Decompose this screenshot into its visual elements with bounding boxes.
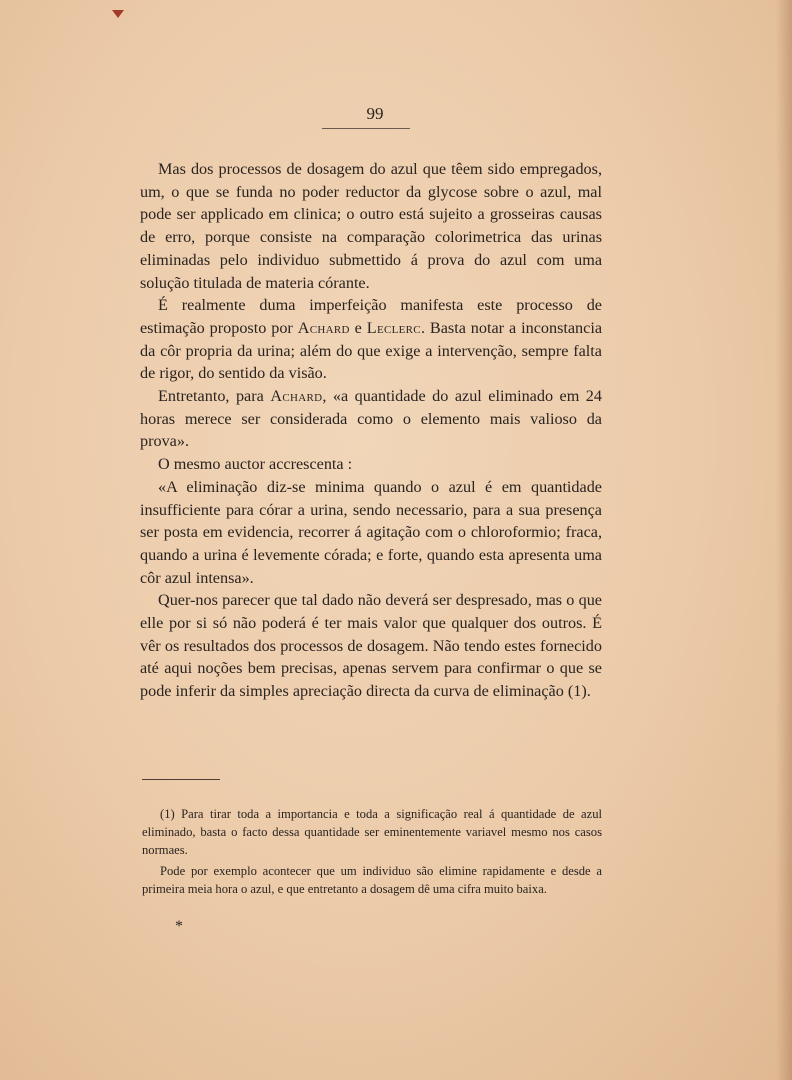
paragraph-2-part-3: . Basta notar a inconstancia da côr propria da urina; além do que exige a intervenção, sempre falta de rigor, do sentido da visão. [140, 318, 603, 383]
paragraph-2-part-1: É realmente duma imperfeição manifesta este processo de estimação proposto por [140, 296, 602, 337]
paragraph-6: Quer-nos parecer que tal dado não deverá ser despresado, mas o que elle por si só não poderá é ter mais valor que qualquer dos outros. É vêr os resultados dos processos de dosagem. Não tendo estes fornecido até aqui noções bem precisas, apenas servem para confirmar o que se pode inferir da simples apreciação directa da curva de eliminação (1). [140, 591, 602, 701]
body-text [140, 158, 602, 703]
red-corner-mark [112, 10, 124, 18]
signature-asterisk: * [175, 918, 183, 935]
footnote-separator [142, 779, 220, 780]
paragraph-5-quote: «A eliminação diz-se minima quando o azul é em quantidade insufficiente para córar a urina, sendo necessario, para a sua presença ser posta em evidencia, recorrer á agitação com o chloroformio; fraca, quando a urina é levemente córada; e forte, quando esta apresenta uma côr azul intensa». [140, 477, 602, 587]
author-name-leclerc: Leclerc [366, 318, 421, 337]
paragraph-2 [140, 294, 602, 385]
paragraph-1: Mas dos processos de dosagem do azul que têem sido empregados, um, o que se funda no poder reductor da glycose sobre o azul, mal pode ser applicado em clinica; o outro está sujeito a grosseiras causas de erro, porque consiste na comparação colorimetrica das urinas eliminadas pelo individuo submettido á prova do azul com uma solução titulada de materia córante. [140, 160, 602, 292]
paragraph-3-part-2: , «a quantidade do azul eliminado em 24 horas merece ser considerada como o elemento mais valioso da prova». [140, 387, 602, 451]
paragraph-4: O mesmo auctor accrescenta : [158, 455, 353, 474]
page-number: 99 [366, 104, 384, 123]
footnote-1: (1) Para tirar toda a importancia e toda a significação real á quantidade de azul eliminado, basta o facto dessa quantidade ser eminentemente variavel mesmo nos casos normaes. [142, 807, 602, 857]
page-edge-shadow [776, 0, 792, 1080]
author-name-achard: Achard [297, 318, 350, 337]
author-name-achard: Achard [270, 387, 323, 406]
footnote-1-continued: Pode por exemplo acontecer que um individuo são elimine rapidamente e desde a primeira meia hora o azul, e que entretanto a dosagem dê uma cifra muito baixa. [142, 864, 602, 897]
paragraph-3 [140, 385, 602, 453]
page-number-rule [322, 128, 410, 129]
paragraph-3-part-1: Entretanto, para [158, 387, 271, 406]
footnotes [142, 806, 602, 899]
paragraph-2-part-2: e [349, 318, 367, 337]
